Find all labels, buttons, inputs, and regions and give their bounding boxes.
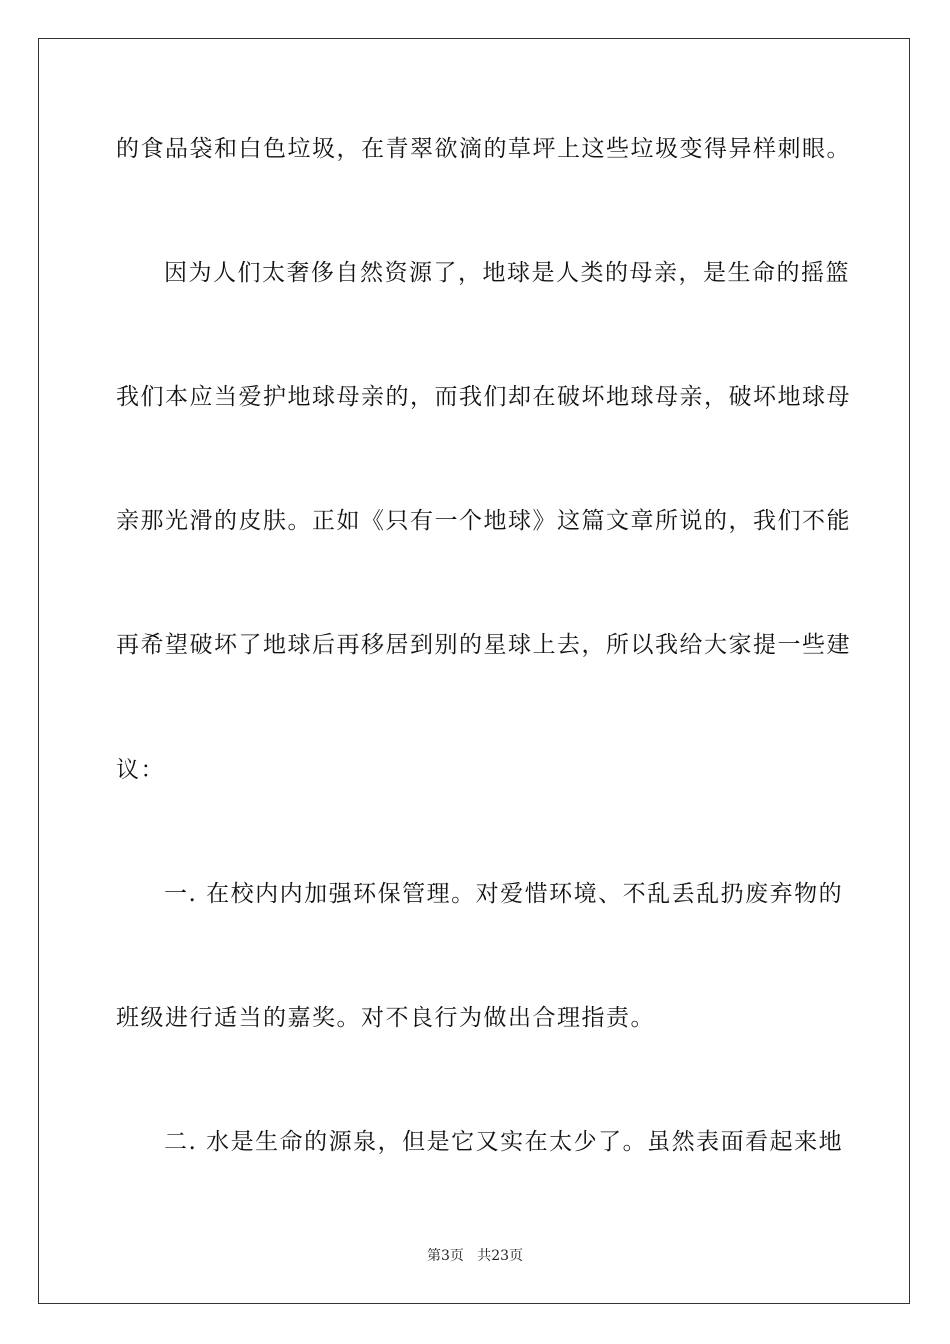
body-text-line: 我们本应当爱护地球母亲的，而我们却在破坏地球母亲，破坏地球母: [116, 384, 851, 410]
paragraph-start-line: 因为人们太奢侈自然资源了，地球是人类的母亲，是生命的摇篮: [164, 260, 850, 286]
body-text-line: 再希望破坏了地球后再移居到别的星球上去，所以我给大家提一些建: [116, 632, 851, 658]
body-text-line: 的食品袋和白色垃圾，在青翠欲滴的草坪上这些垃圾变得异样刺眼。: [116, 136, 851, 162]
list-item-one-line: 一. 在校内内加强环保管理。对爱惜环境、不乱丢乱扔废弃物的: [164, 881, 844, 907]
body-text-line: 亲那光滑的皮肤。正如《只有一个地球》这篇文章所说的，我们不能: [116, 508, 851, 534]
body-text-line: 班级进行适当的嘉奖。对不良行为做出合理指责。: [116, 1005, 655, 1031]
body-text-line: 议：: [116, 757, 165, 783]
list-item-two-line: 二. 水是生命的源泉，但是它又实在太少了。虽然表面看起来地: [164, 1129, 844, 1155]
page-frame: [38, 38, 910, 1304]
page-number-footer: 第3页 共23页: [426, 1248, 524, 1264]
